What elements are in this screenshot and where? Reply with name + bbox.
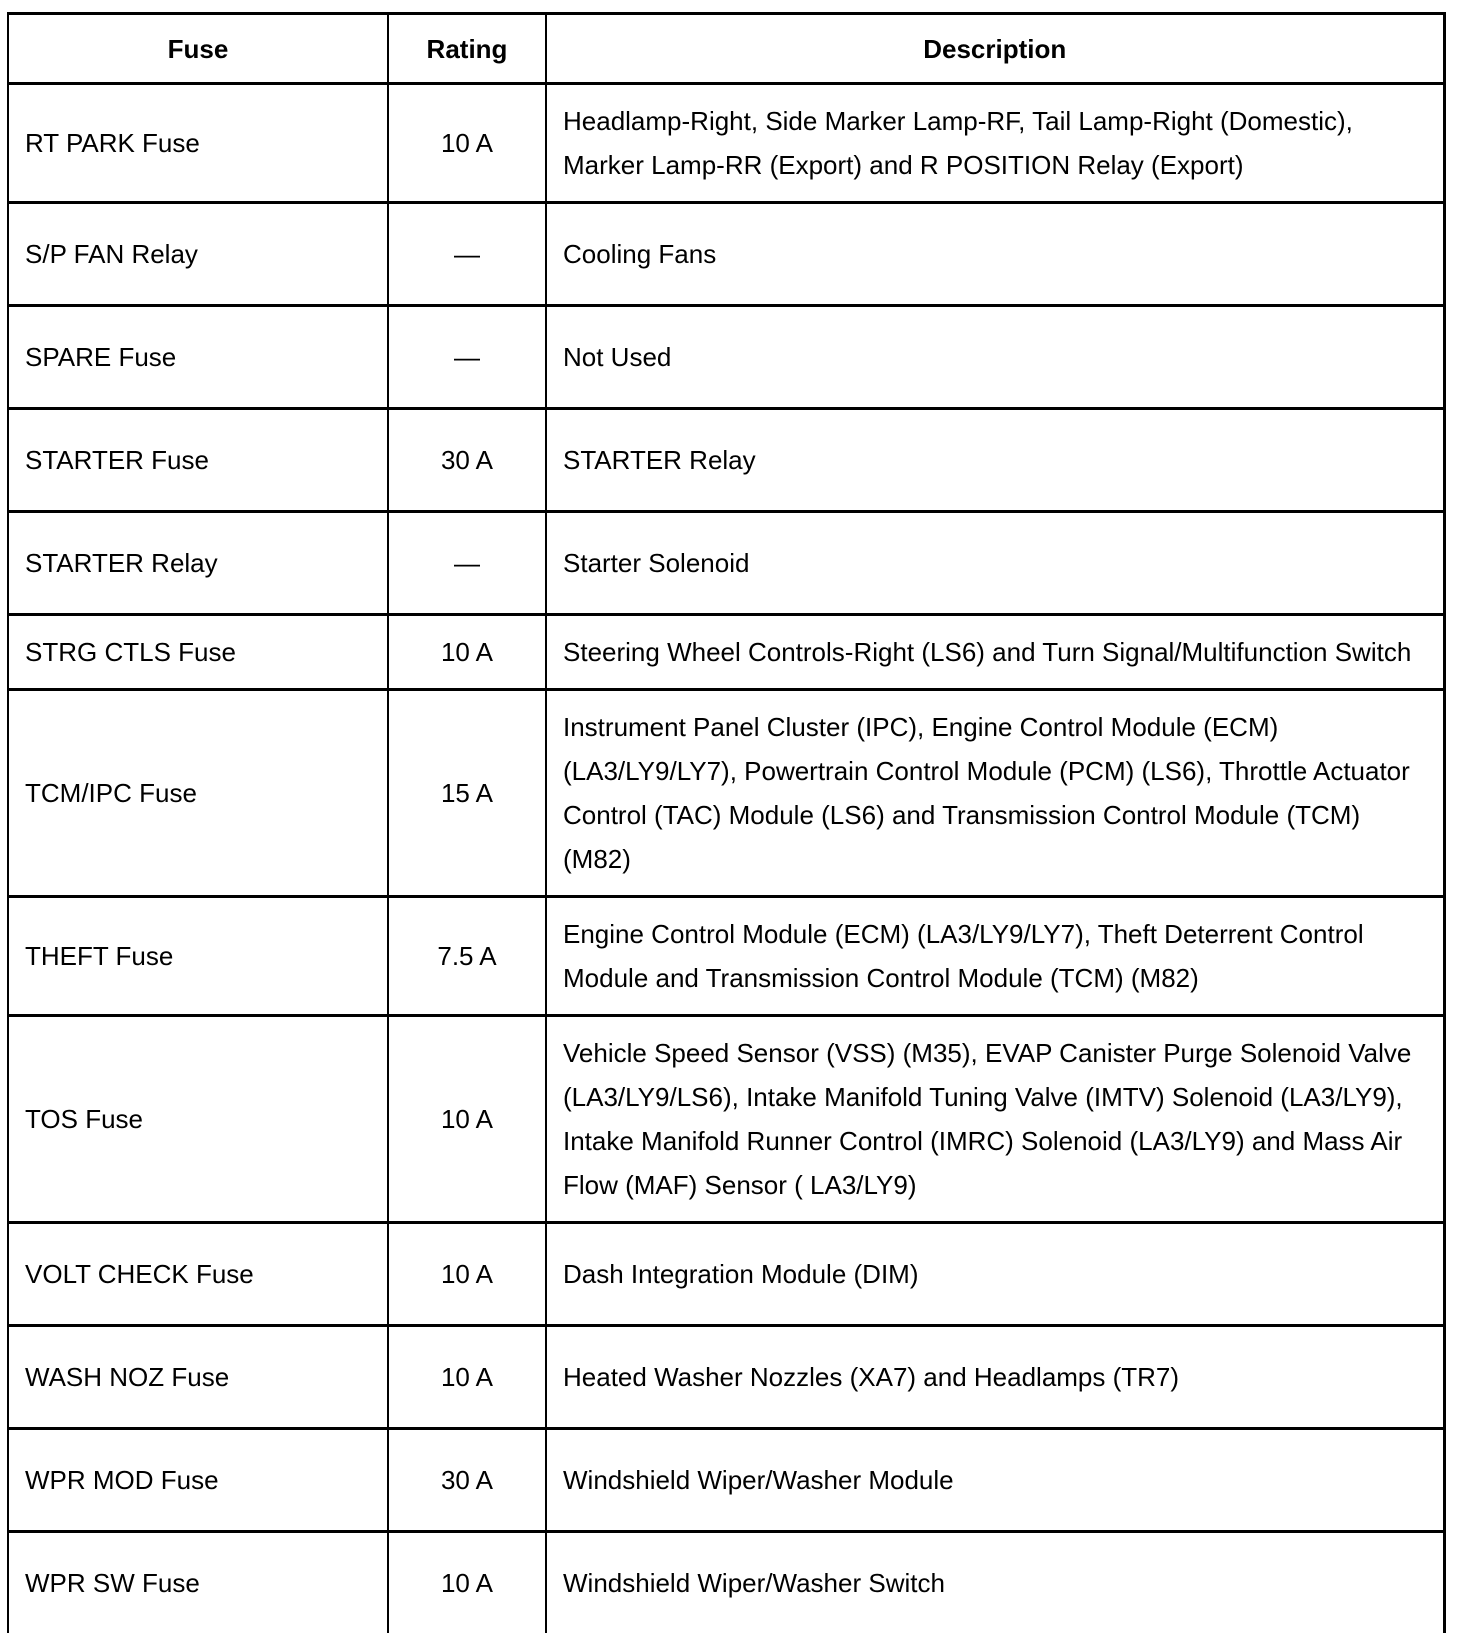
description-cell: Windshield Wiper/Washer Switch <box>546 1532 1444 1633</box>
rating-cell: — <box>388 203 546 306</box>
table-row <box>8 1223 1444 1326</box>
description-cell: Instrument Panel Cluster (IPC), Engine Control Module (ECM) (LA3/LY9/LY7), Powertrain Control Module (PCM) (LS6), Throttle Actuator Control (TAC) Module (LS6) and Transmission Control Module (TCM) (M82) <box>546 690 1444 897</box>
table-row <box>8 1429 1444 1532</box>
fuse-cell: THEFT Fuse <box>8 897 388 1016</box>
rating-cell: — <box>388 512 546 615</box>
fuse-cell: STRG CTLS Fuse <box>8 615 388 690</box>
rating-cell: 10 A <box>388 1223 546 1326</box>
header-description: Description <box>546 14 1444 84</box>
fuse-cell: WASH NOZ Fuse <box>8 1326 388 1429</box>
table-row <box>8 897 1444 1016</box>
rating-cell: 15 A <box>388 690 546 897</box>
description-cell: Headlamp-Right, Side Marker Lamp-RF, Tail Lamp-Right (Domestic), Marker Lamp-RR (Export) and R POSITION Relay (Export) <box>546 84 1444 203</box>
description-cell: Starter Solenoid <box>546 512 1444 615</box>
header-rating: Rating <box>388 14 546 84</box>
description-cell: Vehicle Speed Sensor (VSS) (M35), EVAP Canister Purge Solenoid Valve (LA3/LY9/LS6), Intake Manifold Tuning Valve (IMTV) Solenoid (LA3/LY9), Intake Manifold Runner Control (IMRC) Solenoid (LA3/LY9) and Mass Air Flow (MAF) Sensor ( LA3/LY9) <box>546 1016 1444 1223</box>
fuse-cell: S/P FAN Relay <box>8 203 388 306</box>
rating-cell: 7.5 A <box>388 897 546 1016</box>
fuse-cell: SPARE Fuse <box>8 306 388 409</box>
header-fuse: Fuse <box>8 14 388 84</box>
description-cell: Not Used <box>546 306 1444 409</box>
table-row <box>8 690 1444 897</box>
description-cell: Heated Washer Nozzles (XA7) and Headlamps (TR7) <box>546 1326 1444 1429</box>
fuse-cell: WPR SW Fuse <box>8 1532 388 1633</box>
rating-cell: 10 A <box>388 615 546 690</box>
description-cell: STARTER Relay <box>546 409 1444 512</box>
table-row <box>8 1326 1444 1429</box>
rating-cell: — <box>388 306 546 409</box>
rating-cell: 30 A <box>388 1429 546 1532</box>
table-row <box>8 203 1444 306</box>
rating-cell: 10 A <box>388 1532 546 1633</box>
table-row <box>8 84 1444 203</box>
description-cell: Engine Control Module (ECM) (LA3/LY9/LY7), Theft Deterrent Control Module and Transmission Control Module (TCM) (M82) <box>546 897 1444 1016</box>
fuse-cell: WPR MOD Fuse <box>8 1429 388 1532</box>
description-cell: Steering Wheel Controls-Right (LS6) and Turn Signal/Multifunction Switch <box>546 615 1444 690</box>
fuse-cell: STARTER Relay <box>8 512 388 615</box>
table-row <box>8 615 1444 690</box>
description-cell: Cooling Fans <box>546 203 1444 306</box>
fuse-table <box>7 12 1446 1633</box>
table-row <box>8 409 1444 512</box>
table-row <box>8 1532 1444 1633</box>
table-row <box>8 1016 1444 1223</box>
rating-cell: 10 A <box>388 1326 546 1429</box>
fuse-cell: VOLT CHECK Fuse <box>8 1223 388 1326</box>
description-cell: Dash Integration Module (DIM) <box>546 1223 1444 1326</box>
header-row <box>8 14 1444 84</box>
fuse-cell: RT PARK Fuse <box>8 84 388 203</box>
rating-cell: 30 A <box>388 409 546 512</box>
rating-cell: 10 A <box>388 1016 546 1223</box>
table-row <box>8 512 1444 615</box>
description-cell: Windshield Wiper/Washer Module <box>546 1429 1444 1532</box>
fuse-cell: TCM/IPC Fuse <box>8 690 388 897</box>
table-row <box>8 306 1444 409</box>
fuse-cell: TOS Fuse <box>8 1016 388 1223</box>
fuse-cell: STARTER Fuse <box>8 409 388 512</box>
rating-cell: 10 A <box>388 84 546 203</box>
